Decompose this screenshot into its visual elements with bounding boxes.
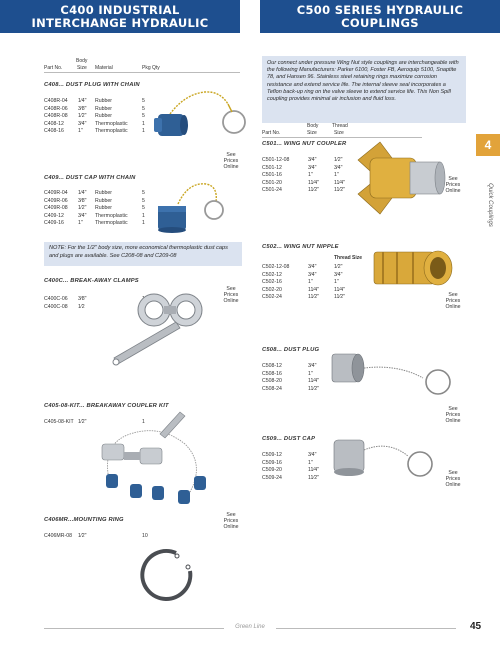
cell-mat: Thermoplastic — [95, 128, 128, 134]
c409-title: C409... DUST CAP WITH CHAIN — [44, 175, 136, 181]
see-label: See — [226, 512, 236, 518]
cell-body: 11⁄4" — [308, 467, 319, 473]
col-size: Size — [307, 130, 317, 136]
cell-part: C409-12 — [44, 212, 64, 219]
right-header-rule — [262, 137, 422, 138]
footer-rule-left — [44, 628, 224, 629]
c502-title: C502... WING NUT NIPPLE — [262, 244, 339, 250]
online-label: Online — [445, 418, 461, 424]
page-number: 45 — [470, 621, 482, 632]
see-prices-c509[interactable] — [440, 470, 466, 488]
c509-dust-cap-image — [328, 430, 458, 486]
cell-mat: Thermoplastic — [95, 220, 128, 226]
c501-wing-nut-coupler-image — [340, 140, 450, 216]
online-label: Online — [223, 164, 239, 170]
cell-part: C501-12 — [262, 164, 282, 171]
dust-cap-note: NOTE: For the 1/2" body size, more economical thermoplastic dust caps and plugs are available. See C208-08 and C209-08 — [44, 242, 242, 266]
cell-part: C509-20 — [262, 467, 282, 473]
prices-label: Prices — [445, 298, 461, 304]
footer-brand: Green Line — [235, 624, 265, 630]
cell-size: 1⁄2" — [78, 205, 87, 211]
cell-qty: 5 — [142, 98, 145, 104]
c508-title: C508... DUST PLUG — [262, 347, 320, 353]
right-header — [260, 0, 500, 33]
cell-body: 3⁄4" — [308, 271, 317, 278]
c405-coupler-kit-image — [90, 404, 220, 510]
cell-thread: 1" — [334, 279, 339, 285]
cell-body: 1" — [308, 279, 313, 285]
prices-label: Prices — [445, 182, 461, 188]
cell-part: C405-08-KIT — [44, 419, 74, 425]
cell-body: 11⁄4" — [308, 286, 319, 293]
cell-part: C400C-06 — [44, 296, 68, 302]
cell-part: C408R-06 — [44, 105, 68, 112]
cell-part: C508-16 — [262, 370, 282, 377]
footer-rule-right — [276, 628, 456, 629]
cell-thread: 11⁄2" — [334, 294, 345, 300]
cell-thread: 1⁄2" — [334, 264, 343, 270]
see-prices-c408[interactable] — [218, 152, 244, 170]
cell-part: C406MR-08 — [44, 533, 72, 539]
prices-label: Prices — [223, 158, 239, 164]
prices-label: Prices — [445, 412, 461, 418]
cell-size: 3⁄4" — [78, 120, 87, 127]
see-prices-c400c[interactable] — [218, 286, 244, 304]
section-tab-label: Quick Couplings — [487, 183, 493, 227]
c501-title: C501... WING NUT COUPLER — [262, 141, 347, 147]
c408-dust-plug-image — [150, 86, 250, 146]
c406-title: C406MR...MOUNTING RING — [44, 517, 124, 523]
cell-thread: 1" — [334, 172, 339, 178]
left-header-line2: INTERCHANGE HYDRAULIC — [31, 16, 209, 30]
cell-thread: 1⁄2" — [334, 157, 343, 163]
cell-part: C502-12-08 — [262, 264, 290, 270]
cell-qty: 1 — [142, 220, 145, 226]
cell-size: 1⁄2 — [78, 303, 85, 310]
cell-part: C509-24 — [262, 474, 282, 481]
cell-part: C502-16 — [262, 279, 282, 285]
cell-size: 3⁄8" — [78, 296, 87, 302]
see-label: See — [448, 406, 458, 412]
cell-part: C409R-06 — [44, 197, 68, 204]
cell-thread: 11⁄4" — [334, 286, 345, 293]
cell-part: C509-16 — [262, 459, 282, 466]
prices-label: Prices — [223, 518, 239, 524]
online-label: Online — [445, 304, 461, 310]
see-label: See — [448, 176, 458, 182]
left-header — [0, 0, 240, 33]
cell-thread: 11⁄2" — [334, 187, 345, 193]
cell-part: C501-12-08 — [262, 157, 290, 163]
col-pkgqty: Pkg Qty — [142, 65, 160, 71]
c502-thread-size-header: Thread Size — [334, 255, 363, 261]
cell-body: 1" — [308, 459, 313, 466]
col-partno: Part No. — [262, 130, 281, 136]
cell-mat: Rubber — [95, 105, 113, 112]
prices-label: Prices — [445, 476, 461, 482]
cell-body: 3⁄4" — [308, 264, 317, 270]
cell-size: 1⁄4" — [78, 190, 87, 196]
online-label: Online — [445, 482, 461, 488]
cell-body: 3⁄4" — [308, 363, 317, 369]
cell-body: 11⁄2" — [308, 385, 319, 392]
cell-qty: 5 — [142, 197, 145, 204]
right-header-line1: C500 SERIES HYDRAULIC — [296, 3, 464, 17]
section-tab[interactable] — [476, 134, 500, 156]
online-label: Online — [445, 188, 461, 194]
c409-dust-cap-image — [148, 176, 248, 238]
cell-body: 11⁄2" — [308, 474, 319, 481]
cell-qty: 5 — [142, 105, 145, 112]
see-prices-c501[interactable] — [440, 176, 466, 194]
cell-part: C508-12 — [262, 363, 282, 369]
cell-thread: 3⁄4" — [334, 164, 343, 171]
online-label: Online — [223, 524, 239, 530]
cell-mat: Rubber — [95, 113, 113, 119]
col-thread: Thread — [332, 123, 348, 129]
c400c-breakaway-clamp-image — [106, 282, 216, 372]
col-body: Body — [76, 58, 88, 64]
see-prices-c406[interactable] — [218, 512, 244, 530]
col-thread-size: Size — [334, 130, 344, 136]
cell-body: 11⁄4" — [308, 179, 319, 186]
c408-title: C408... DUST PLUG WITH CHAIN — [44, 82, 140, 88]
c508-dust-plug-image — [328, 344, 458, 400]
cell-part: C501-20 — [262, 179, 282, 186]
cell-part: C501-24 — [262, 187, 282, 193]
cell-body: 11⁄2" — [308, 294, 319, 300]
see-label: See — [226, 152, 236, 158]
col-material: Material — [95, 65, 113, 71]
cell-part: C400C-08 — [44, 303, 68, 310]
cell-mat: Thermoplastic — [95, 212, 128, 219]
c500-intro: Our connect under pressure Wing Nut style couplings are interchangeable with the following Manufacturers: Parker 6100, Foster FB, Aeroquip 5100, Snaptite 78, and Hansen 96. Stainless steel retaining rings maximize corrosion resistance and extend service life. The internal sleeve seal incorporates a Teflon back-up ring on the valve sleeve to extend service life. This Non Spill coupling provides minimal air inclusion and fluid loss. — [262, 56, 466, 123]
cell-part: C409R-08 — [44, 205, 68, 211]
left-col-headers — [44, 58, 244, 72]
table-row — [44, 533, 244, 539]
cell-qty: 1 — [142, 128, 145, 134]
left-header-line1: C400 INDUSTRIAL — [60, 3, 180, 17]
prices-label: Prices — [223, 292, 239, 298]
col-body: Body — [307, 123, 319, 129]
cell-size: 3⁄8" — [78, 197, 87, 204]
cell-qty: 1 — [142, 120, 145, 127]
c406-mounting-ring-image — [138, 545, 198, 605]
col-size: Size — [77, 65, 87, 71]
cell-part: C502-24 — [262, 294, 282, 300]
cell-mat: Rubber — [95, 98, 113, 104]
cell-qty: 1 — [142, 212, 145, 219]
cell-size: 1" — [78, 220, 83, 226]
see-label: See — [448, 470, 458, 476]
c509-title: C509... DUST CAP — [262, 436, 316, 442]
table-row — [262, 294, 462, 300]
cell-part: C408-16 — [44, 128, 64, 134]
cell-body: 1" — [308, 172, 313, 178]
cell-part: C508-24 — [262, 385, 282, 392]
see-label: See — [448, 292, 458, 298]
c405-title: C405-08-KIT... BREAKAWAY COUPLER KIT — [44, 403, 169, 409]
cell-thread: 3⁄4" — [334, 271, 343, 278]
cell-body: 3⁄4" — [308, 157, 317, 163]
cell-mat: Rubber — [95, 205, 113, 211]
cell-part: C508-20 — [262, 378, 282, 384]
cell-mat: Rubber — [95, 197, 113, 204]
section-tab-number: 4 — [484, 138, 492, 152]
cell-part: C502-12 — [262, 271, 282, 278]
c400c-title: C400C... BREAK-AWAY CLAMPS — [44, 278, 139, 284]
cell-body: 3⁄4" — [308, 452, 317, 458]
cell-qty: 5 — [142, 205, 145, 211]
cell-part: C409-16 — [44, 220, 64, 226]
left-header-rule — [44, 72, 240, 73]
cell-body: 11⁄2" — [308, 187, 319, 193]
col-partno: Part No. — [44, 65, 63, 71]
cell-part: C408R-08 — [44, 113, 68, 119]
cell-thread: 11⁄4" — [334, 179, 345, 186]
cell-part: C509-12 — [262, 452, 282, 458]
cell-body: 11⁄4" — [308, 378, 319, 384]
cell-mat: Thermoplastic — [95, 120, 128, 127]
cell-qty: 1 — [142, 419, 145, 425]
c502-wing-nut-nipple-image — [372, 246, 456, 290]
cell-part: C408R-04 — [44, 98, 68, 104]
cell-part: C409R-04 — [44, 190, 68, 196]
right-header-line2: COUPLINGS — [341, 16, 419, 30]
cell-part: C502-20 — [262, 286, 282, 293]
cell-size: 1⁄2" — [78, 113, 87, 119]
cell-part: C501-16 — [262, 172, 282, 178]
cell-qty: 10 — [142, 533, 148, 539]
cell-part: C408-12 — [44, 120, 64, 127]
cell-qty: 5 — [142, 190, 145, 196]
cell-size: 1⁄2" — [78, 533, 87, 539]
cell-qty: 5 — [142, 113, 145, 119]
cell-size: 1⁄4" — [78, 98, 87, 104]
cell-mat: Rubber — [95, 190, 113, 196]
see-prices-c502[interactable] — [440, 292, 466, 310]
cell-size: 3⁄8" — [78, 105, 87, 112]
see-label: See — [226, 286, 236, 292]
cell-size: 1⁄2" — [78, 419, 87, 425]
cell-body: 3⁄4" — [308, 164, 317, 171]
right-col-headers — [262, 123, 422, 137]
cell-body: 1" — [308, 370, 313, 377]
online-label: Online — [223, 298, 239, 304]
see-prices-c508[interactable] — [440, 406, 466, 424]
cell-size: 3⁄4" — [78, 212, 87, 219]
cell-size: 1" — [78, 128, 83, 134]
